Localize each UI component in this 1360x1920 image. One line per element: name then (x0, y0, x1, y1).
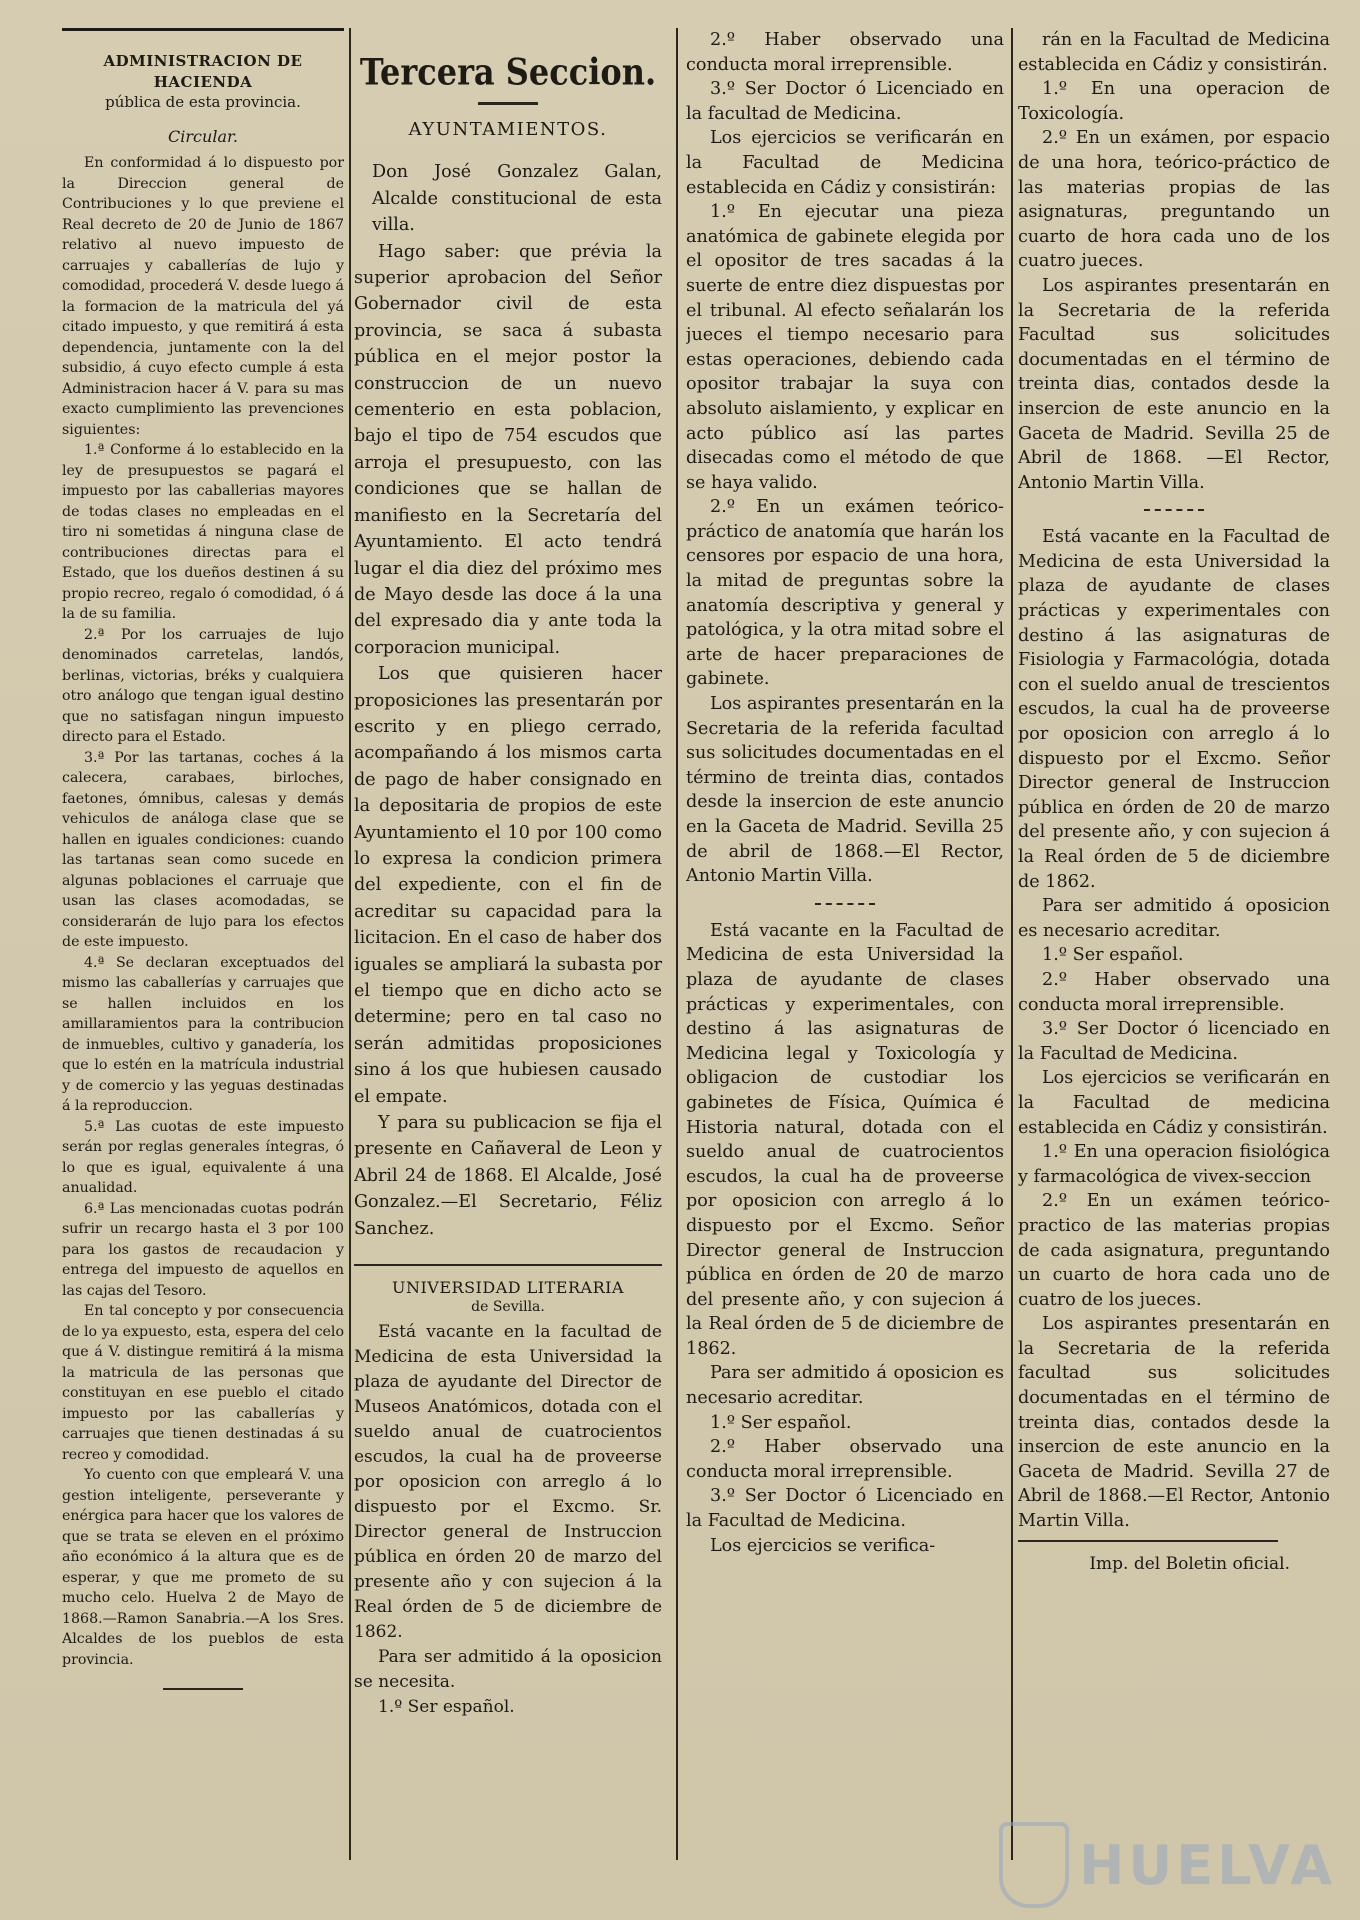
section-heading: ADMINISTRACION DE HACIENDA (103, 52, 303, 91)
circular-label: Circular. (168, 126, 238, 146)
paragraph: Los aspirantes presentarán en la Secretaria de la referida facultad sus solicitudes documentadas en el término de treinta dias, contados desde la insercion de este anuncio en la Gaceta de Madrid. Sevilla 27 de Abril de 1868.—El Rector, Antonio Martin Villa. (1018, 1314, 1330, 1532)
paragraph: 3.º Ser Doctor ó Licenciado en la Facultad de Medicina. (686, 1486, 1004, 1532)
paragraph: Hago saber: que prévia la superior aprobacion del Señor Gobernador civil de esta provincia, se saca á subasta pública en el mejor postor la construccion de un nuevo cementerio en esta poblacion, bajo el tipo de 754 escudos que arroja el presupuesto, con las condiciones que se hallan de manifiesto en la Secretaría del Ayuntamiento. El acto tendrá lugar el dia diez del próximo mes de Mayo desde las doce á la una del expresado dia y ante toda la corporacion municipal. (354, 241, 662, 658)
section-subheading: pública de esta provincia. (105, 93, 301, 111)
paragraph: 3.ª Por las tartanas, coches á la calecera, carabaes, birloches, faetones, ómnibus, calesas y demás vehiculos de análoga clase que se hallen en iguales condiciones: cuando las tartanas sean como sucede en algunas poblaciones el carruaje que usan las clases acomodadas, se considerarán de lujo para los efectos de este impuesto. (62, 749, 344, 950)
paragraph: 1.º En una operacion de Toxicología. (1018, 79, 1330, 124)
top-rule (62, 28, 344, 31)
watermark-text: HUELVA (1079, 1833, 1336, 1897)
paragraph: 3.º Ser Doctor ó licenciado en la Facultad de Medicina. (1018, 1019, 1330, 1064)
paragraph: Para ser admitido á oposicion es necesario acreditar. (1018, 896, 1330, 941)
paragraph: Los aspirantes presentarán en la Secretaria de la referida facultad sus solicitudes documentadas en el término de treinta dias, contados desde la insercion de este anuncio en la Gaceta de Madrid. Sevilla 25 de abril de 1868.—El Rector, Antonio Martin Villa. (686, 694, 1004, 887)
paragraph: Los ejercicios se verificarán en la Facultad de medicina establecida en Cádiz y consistirán. (1018, 1068, 1330, 1138)
archive-watermark (999, 1822, 1336, 1908)
column-hacienda (62, 28, 344, 1880)
imprint-rule (1018, 1540, 1278, 1542)
university-heading: UNIVERSIDAD LITERARIA (392, 1278, 624, 1298)
column-divider (349, 28, 351, 1860)
paragraph: 1.º En ejecutar una pieza anatómica de gabinete elegida por el opositor de tres sacadas á la suerte de entre diez dispuestas por el tribunal. Al efecto señalarán los jueces el tiempo necesario para estas operaciones, debiendo cada opositor trabajar la suya con absoluto aislamiento, y explicar en acto público así las partes disecadas como el método de que se haya valido. (686, 202, 1004, 493)
paragraph: 2.º En un exámen, por espacio de una hora, teórico-práctico de las materias propias de las asignaturas, preguntando un cuarto de hora cada uno de los cuatro jueces. (1018, 128, 1330, 272)
paragraph: Está vacante en la Facultad de Medicina de esta Universidad la plaza de ayudante de clases prácticas y experimentales con destino á las asignaturas de Fisiologia y Farmacológia, dotada con el sueldo anual de trescientos escudos, la cual ha de proveerse por oposicion con arreglo á lo dispuesto por el Excmo. Señor Director general de Instruccion pública en órden de 20 de marzo del presente año, y con sujecion á la Real órden de 5 de diciembre de 1862. (1018, 527, 1330, 892)
paragraph: Yo cuento con que empleará V. una gestion inteligente, perseverante y enérgica para hacer que los valores de que se trata se eleven en el próximo año económico á la altura que es de esperar, y que me prometo de su mucho celo. Huelva 2 de Mayo de 1868.—Ramon Sanabria.—A los Sres. Alcaldes de los pueblos de esta provincia. (62, 1467, 344, 1668)
section-divider (354, 1264, 662, 1266)
paragraph: 1.º Ser español. (710, 1412, 852, 1433)
imprint: Imp. del Boletin oficial. (1089, 1553, 1290, 1574)
paragraph: 1.º Ser español. (1042, 945, 1184, 966)
paragraph: rán en la Facultad de Medicina establecida en Cádiz y consistirán. (1018, 30, 1330, 75)
paragraph: En tal concepto y por consecuencia de lo ya expuesto, esta, espera del celo que á V. distingue remitirá á la misma la matricula de las personas que constituyan en ese pueblo el citado impuesto por las caballerías y carruajes que tienen destinadas á su recreo y comodidad. (62, 1303, 344, 1463)
section-divider (163, 1688, 243, 1690)
paragraph: Los ejercicios se verifica- (710, 1535, 936, 1556)
column-universidad-cont (1018, 28, 1330, 1880)
paragraph: Y para su publicacion se fija el presente en Cañaveral de Leon y Abril 24 de 1868. El Alcalde, José Gonzalez.—El Secretario, Féliz Sanchez. (354, 1113, 662, 1239)
section-title: Tercera Seccion. (359, 50, 657, 94)
paragraph: Para ser admitido á oposicion es necesario acreditar. (686, 1363, 1004, 1409)
paragraph: 1.º Ser español. (378, 1697, 515, 1718)
paragraph: 3.º Ser Doctor ó Licenciado en la facultad de Medicina. (686, 79, 1004, 124)
university-subheading: de Sevilla. (471, 1299, 545, 1316)
paragraph: Los aspirantes presentarán en la Secretaria de la referida Facultad sus solicitudes documentadas en el término de treinta dias, contados desde la insercion de este anuncio en la Gaceta de Madrid. Sevilla 25 de Abril de 1868. —El Rector, Antonio Martin Villa. (1018, 275, 1330, 493)
paragraph: 5.ª Las cuotas de este impuesto serán por reglas generales íntegras, ó lo que es igual, equivalente á una anualidad. (62, 1118, 344, 1196)
paragraph: En conformidad á lo dispuesto por la Direccion general de Contribuciones y lo que previene el Real decreto de 20 de Junio de 1867 relativo al nuevo impuesto de carruajes y caballerías de lujo y comodidad, procederá V. desde luego á la formacion de la matricula del yá citado impuesto, y que remitirá á esta dependencia, juntamente con la del subsidio, á cuyo efecto cumple á esta Administracion hacer á V. para su mas exacto cumplimiento las prevenciones siguientes: (62, 155, 344, 438)
paragraph: Está vacante en la Facultad de Medicina de esta Universidad la plaza de ayudante de clases prácticas y experimentales, con destino á las asignaturas de Medicina legal y Toxicología y obligacion de custodiar los gabinetes de Física, Química é Historia natural, dotada con el sueldo anual de cuatrocientos escudos, la cual ha de proveerse por oposicion con arreglo á lo dispuesto por el Excmo. Señor Director general de Instruccion pública en órden de 20 de marzo del presente año, y con sujecion á la Real órden de 5 de diciembre de 1862. (686, 920, 1004, 1359)
title-ornament (478, 102, 538, 105)
section-divider (815, 903, 875, 905)
paragraph: 2.º Haber observado una conducta moral irreprensible. (686, 30, 1004, 75)
section-divider (1144, 509, 1204, 511)
column-ayuntamientos (354, 28, 662, 1880)
paragraph: 1.º En una operacion fisiológica y farmacológica de vivex-seccion (1018, 1142, 1330, 1187)
paragraph: 2.º En un exámen teórico-práctico de anatomía que harán los censores por espacio de una hora, la mitad de preguntas sobre la anatomía descriptiva y general y patológica, y la otra mitad sobre el arte de hacer preparaciones de gabinete. (686, 497, 1004, 690)
column-universidad (686, 28, 1004, 1880)
paragraph: Don José Gonzalez Galan, Alcalde constitucional de esta villa. (372, 162, 662, 236)
paragraph: 2.º En un exámen teórico-practico de las materias propias de cada asignatura, preguntando un cuarto de hora cada uno de cuatro de los jueces. (1018, 1191, 1330, 1310)
paragraph: Para ser admitido á la oposicion se necesita. (354, 1647, 662, 1693)
coat-of-arms-icon (999, 1822, 1069, 1908)
column-divider (1011, 28, 1013, 1860)
paragraph: 1.ª Conforme á lo establecido en la ley de presupuestos se pagará el impuesto por las caballerias mayores de todas clases no empleadas en el tiro ni sometidas á ninguna clase de contribuciones directas para el Estado, que los dueños destinen á su propio recreo, regalo ó comodidad, ó á la de su familia. (62, 442, 344, 622)
paragraph: Está vacante en la facultad de Medicina de esta Universidad la plaza de ayudante del Director de Museos Anatómicos, dotada con el sueldo anual de cuatrocientos escudos, la cual ha de proveerse por oposicion con arreglo á lo dispuesto por el Excmo. Sr. Director general de Instruccion pública en órden 20 de marzo del presente año y con sujecion á la Real órden de 5 de diciembre de 1862. (354, 1322, 662, 1643)
paragraph: Los ejercicios se verificarán en la Facultad de Medicina establecida en Cádiz y consistirán: (686, 128, 1004, 198)
column-divider (676, 28, 678, 1860)
paragraph: 2.º Haber observado una conducta moral irreprensible. (1018, 969, 1330, 1015)
paragraph: 4.ª Se declaran exceptuados del mismo las caballerías y carruajes que se hallen incluidos en los amillaramientos para la contribucion de inmuebles, cultivo y ganadería, los que lo estén en la matrícula industrial y de comercio y las yeguas destinadas á la reproduccion. (62, 954, 344, 1114)
paragraph: 2.ª Por los carruajes de lujo denominados carretelas, landós, berlinas, victorias, bréks y cualquiera otro análogo que tengan igual destino que no satisfagan ningun impuesto directo para el Estado. (62, 626, 344, 745)
paragraph: 6.ª Las mencionadas cuotas podrán sufrir un recargo hasta el 3 por 100 para los gastos de recaudacion y entrega del impuesto de aquellos en las cajas del Tesoro. (62, 1200, 344, 1299)
paragraph: 2.º Haber observado una conducta moral irreprensible. (686, 1437, 1004, 1482)
paragraph: Los que quisieren hacer proposiciones las presentarán por escrito y en pliego cerrado, acompañando á los mismos carta de pago de haber consignado en la depositaria de propios de este Ayuntamiento el 10 por 100 como lo expresa la condicion primera del expediente, con el fin de acreditar su capacidad para la licitacion. En el caso de haber dos iguales se ampliará la subasta por el tiempo que en dicho acto se determine; pero en tal caso no serán admitidas proposiciones sino á los que hubiesen causado el empate. (354, 664, 662, 1107)
ayuntamientos-heading: AYUNTAMIENTOS. (408, 119, 608, 140)
